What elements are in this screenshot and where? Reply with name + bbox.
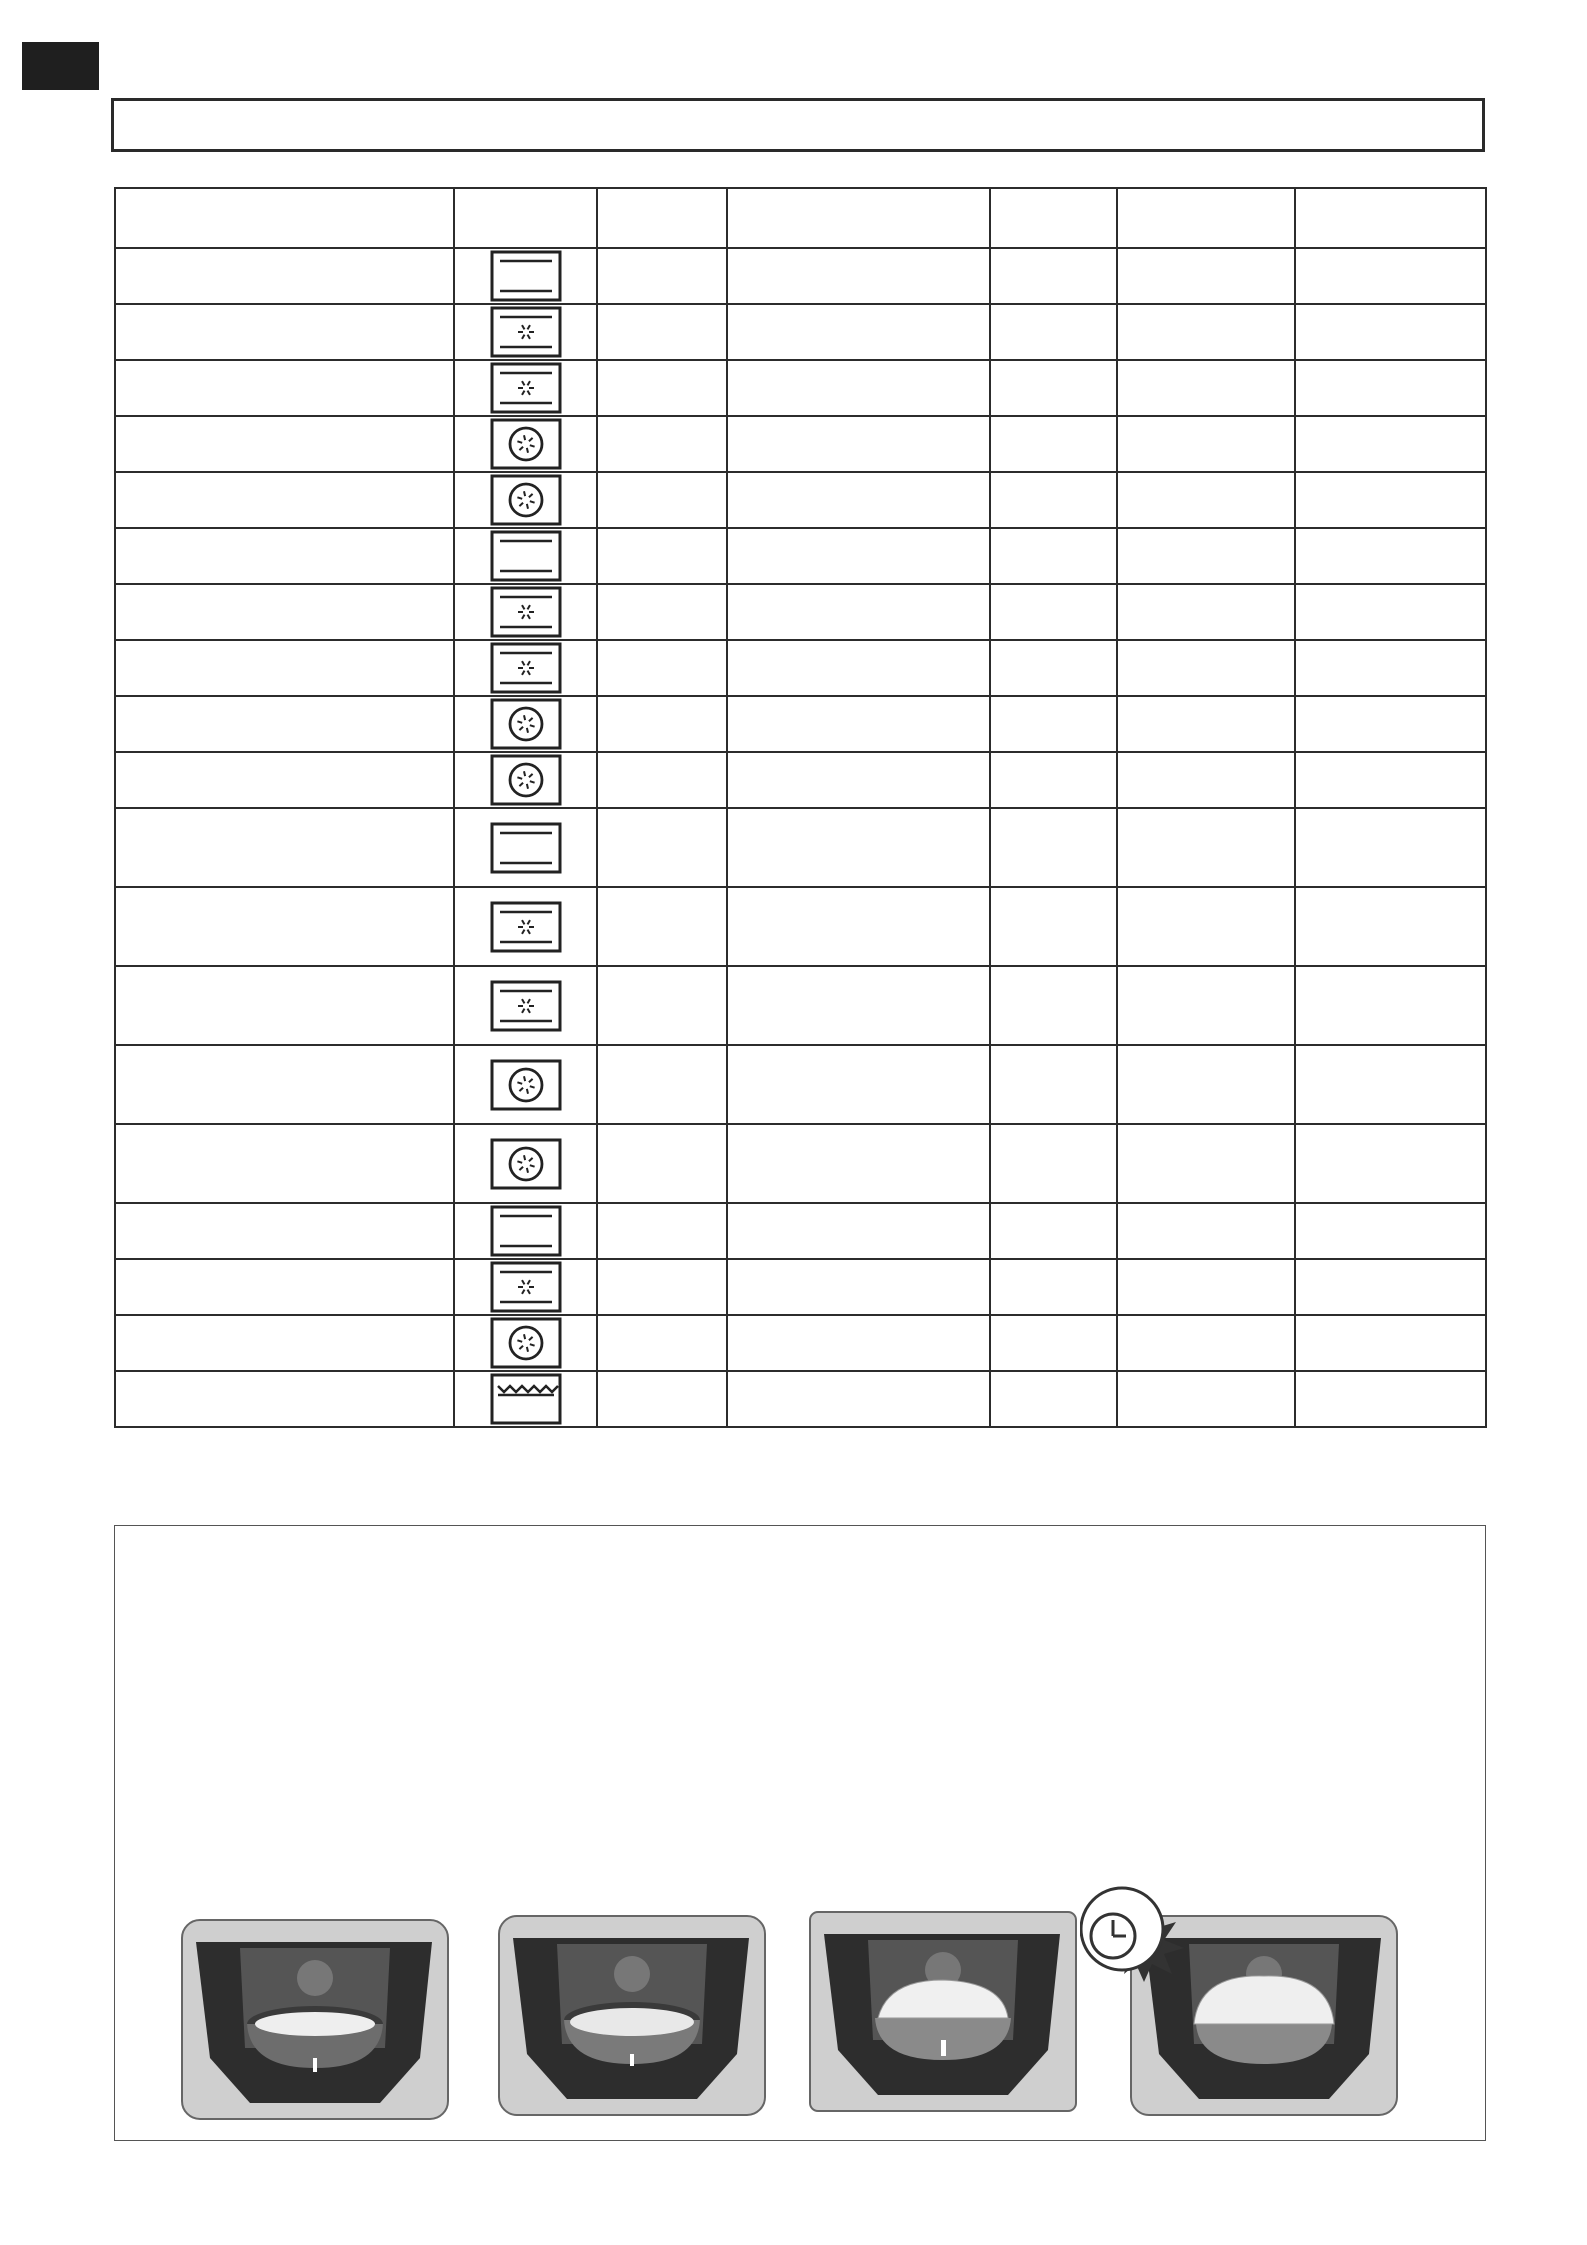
- mode-cell: [454, 966, 597, 1045]
- table-row: [115, 1203, 1486, 1259]
- grill-icon: [490, 1373, 562, 1425]
- mode-cell: [454, 304, 597, 360]
- table-cell: [1117, 416, 1295, 472]
- table-cell: [990, 360, 1117, 416]
- conventional-icon: [490, 250, 562, 302]
- table-cell: [1295, 248, 1486, 304]
- mode-cell: [454, 1315, 597, 1371]
- table-cell: [990, 304, 1117, 360]
- table-cell: [990, 966, 1117, 1045]
- table-cell: [1295, 360, 1486, 416]
- table-cell: [597, 887, 727, 966]
- mode-cell: [454, 416, 597, 472]
- cooking-table: [114, 187, 1487, 1428]
- table-cell: [115, 1203, 454, 1259]
- conventional-icon: [490, 530, 562, 582]
- table-cell: [597, 1124, 727, 1203]
- table-header-row: [115, 188, 1486, 248]
- table-cell: [1295, 304, 1486, 360]
- table-cell: [115, 696, 454, 752]
- table-header-cell: [727, 188, 990, 248]
- table-cell: [597, 808, 727, 887]
- table-cell: [1117, 887, 1295, 966]
- table-cell: [990, 1371, 1117, 1427]
- oven-pot-dough-icon: [808, 1910, 1078, 2113]
- table-cell: [1117, 304, 1295, 360]
- table-cell: [115, 472, 454, 528]
- table-cell: [115, 416, 454, 472]
- table-row: [115, 808, 1486, 887]
- table-cell: [1117, 584, 1295, 640]
- table-cell: [727, 584, 990, 640]
- fan-assisted-icon: [490, 1059, 562, 1111]
- table-cell: [1295, 416, 1486, 472]
- table-cell: [115, 640, 454, 696]
- table-cell: [1117, 752, 1295, 808]
- table-cell: [597, 248, 727, 304]
- table-cell: [727, 416, 990, 472]
- mode-cell: [454, 1259, 597, 1315]
- table-cell: [1295, 1371, 1486, 1427]
- table-cell: [990, 472, 1117, 528]
- table-header-cell: [454, 188, 597, 248]
- table-cell: [1295, 1259, 1486, 1315]
- table-cell: [597, 696, 727, 752]
- table-cell: [1295, 966, 1486, 1045]
- table-cell: [597, 416, 727, 472]
- table-cell: [1295, 887, 1486, 966]
- fan-assisted-icon: [490, 754, 562, 806]
- table-cell: [727, 472, 990, 528]
- table-header-cell: [597, 188, 727, 248]
- table-row: [115, 640, 1486, 696]
- table-row: [115, 1315, 1486, 1371]
- table-cell: [597, 472, 727, 528]
- fan-assisted-icon: [490, 474, 562, 526]
- table-header-cell: [115, 188, 454, 248]
- table-row: [115, 472, 1486, 528]
- table-cell: [597, 752, 727, 808]
- table-row: [115, 1371, 1486, 1427]
- table-cell: [990, 1045, 1117, 1124]
- table-cell: [1117, 966, 1295, 1045]
- mode-cell: [454, 1371, 597, 1427]
- table-cell: [1295, 528, 1486, 584]
- table-row: [115, 584, 1486, 640]
- table-cell: [1117, 1259, 1295, 1315]
- fan-heating-icon: [490, 980, 562, 1032]
- table-row: [115, 1045, 1486, 1124]
- fan-heating-icon: [490, 362, 562, 414]
- table-cell: [597, 584, 727, 640]
- table-row: [115, 248, 1486, 304]
- table-cell: [597, 1315, 727, 1371]
- table-cell: [1117, 640, 1295, 696]
- table-cell: [727, 1315, 990, 1371]
- table-cell: [727, 1259, 990, 1315]
- table-cell: [1117, 1124, 1295, 1203]
- table-cell: [990, 1315, 1117, 1371]
- table-row: [115, 360, 1486, 416]
- table-cell: [727, 528, 990, 584]
- fan-heating-icon: [490, 1261, 562, 1313]
- table-cell: [597, 966, 727, 1045]
- table-cell: [727, 752, 990, 808]
- table-cell: [1295, 640, 1486, 696]
- table-cell: [115, 304, 454, 360]
- table-cell: [727, 887, 990, 966]
- table-cell: [597, 528, 727, 584]
- table-cell: [990, 1203, 1117, 1259]
- table-row: [115, 416, 1486, 472]
- fan-assisted-icon: [490, 698, 562, 750]
- table-cell: [597, 1045, 727, 1124]
- table-cell: [115, 1124, 454, 1203]
- table-cell: [1117, 1203, 1295, 1259]
- table-cell: [1117, 1315, 1295, 1371]
- table-cell: [597, 360, 727, 416]
- table-cell: [597, 640, 727, 696]
- table-cell: [727, 1203, 990, 1259]
- table-cell: [115, 248, 454, 304]
- mode-cell: [454, 808, 597, 887]
- table-cell: [727, 640, 990, 696]
- timer-clock-icon: [1080, 1884, 1190, 1984]
- mode-cell: [454, 887, 597, 966]
- table-cell: [115, 1371, 454, 1427]
- table-cell: [1295, 808, 1486, 887]
- table-cell: [727, 1124, 990, 1203]
- table-cell: [115, 808, 454, 887]
- table-cell: [990, 640, 1117, 696]
- mode-cell: [454, 584, 597, 640]
- table-cell: [990, 1124, 1117, 1203]
- table-row: [115, 1259, 1486, 1315]
- table-cell: [115, 360, 454, 416]
- fan-heating-icon: [490, 306, 562, 358]
- mode-cell: [454, 640, 597, 696]
- table-cell: [990, 248, 1117, 304]
- mode-cell: [454, 472, 597, 528]
- table-cell: [727, 248, 990, 304]
- table-cell: [115, 1315, 454, 1371]
- table-cell: [1295, 752, 1486, 808]
- fan-assisted-icon: [490, 1138, 562, 1190]
- table-cell: [115, 528, 454, 584]
- table-cell: [1295, 696, 1486, 752]
- fan-heating-icon: [490, 586, 562, 638]
- table-cell: [727, 966, 990, 1045]
- table-cell: [1117, 472, 1295, 528]
- table-cell: [115, 584, 454, 640]
- table-cell: [1117, 528, 1295, 584]
- table-cell: [990, 528, 1117, 584]
- table-cell: [115, 887, 454, 966]
- table-cell: [1295, 584, 1486, 640]
- table-cell: [1117, 360, 1295, 416]
- table-cell: [727, 696, 990, 752]
- table-cell: [597, 304, 727, 360]
- mode-cell: [454, 1045, 597, 1124]
- table-row: [115, 696, 1486, 752]
- mode-cell: [454, 1203, 597, 1259]
- table-cell: [990, 416, 1117, 472]
- table-row: [115, 528, 1486, 584]
- table-row: [115, 887, 1486, 966]
- table-cell: [1117, 248, 1295, 304]
- table-cell: [990, 584, 1117, 640]
- table-cell: [990, 887, 1117, 966]
- table-cell: [727, 808, 990, 887]
- table-cell: [1295, 1203, 1486, 1259]
- table-cell: [1295, 1124, 1486, 1203]
- table-cell: [1295, 472, 1486, 528]
- table-row: [115, 966, 1486, 1045]
- mode-cell: [454, 248, 597, 304]
- table-cell: [990, 752, 1117, 808]
- mode-cell: [454, 752, 597, 808]
- fan-heating-icon: [490, 642, 562, 694]
- table-header-cell: [1117, 188, 1295, 248]
- table-cell: [1117, 1045, 1295, 1124]
- conventional-icon: [490, 1205, 562, 1257]
- section-title-box: [111, 98, 1485, 152]
- table-cell: [990, 696, 1117, 752]
- table-cell: [727, 304, 990, 360]
- mode-cell: [454, 360, 597, 416]
- mode-cell: [454, 696, 597, 752]
- fan-assisted-icon: [490, 1317, 562, 1369]
- table-cell: [115, 1045, 454, 1124]
- fan-assisted-icon: [490, 418, 562, 470]
- table-header-cell: [990, 188, 1117, 248]
- table-cell: [1295, 1045, 1486, 1124]
- mode-cell: [454, 1124, 597, 1203]
- page-language-tab: [22, 42, 99, 90]
- table-row: [115, 304, 1486, 360]
- table-cell: [597, 1203, 727, 1259]
- table-cell: [990, 808, 1117, 887]
- mode-cell: [454, 528, 597, 584]
- table-row: [115, 1124, 1486, 1203]
- table-cell: [1117, 696, 1295, 752]
- table-cell: [597, 1259, 727, 1315]
- oven-pot-water-icon: [497, 1914, 767, 2117]
- table-cell: [115, 752, 454, 808]
- table-cell: [990, 1259, 1117, 1315]
- oven-pot-open-icon: [180, 1918, 450, 2121]
- table-cell: [597, 1371, 727, 1427]
- fan-heating-icon: [490, 901, 562, 953]
- table-cell: [1295, 1315, 1486, 1371]
- table-cell: [115, 1259, 454, 1315]
- conventional-icon: [490, 822, 562, 874]
- table-cell: [727, 360, 990, 416]
- table-cell: [727, 1045, 990, 1124]
- table-cell: [115, 966, 454, 1045]
- table-cell: [1117, 1371, 1295, 1427]
- table-header-cell: [1295, 188, 1486, 248]
- table-row: [115, 752, 1486, 808]
- table-cell: [727, 1371, 990, 1427]
- table-cell: [1117, 808, 1295, 887]
